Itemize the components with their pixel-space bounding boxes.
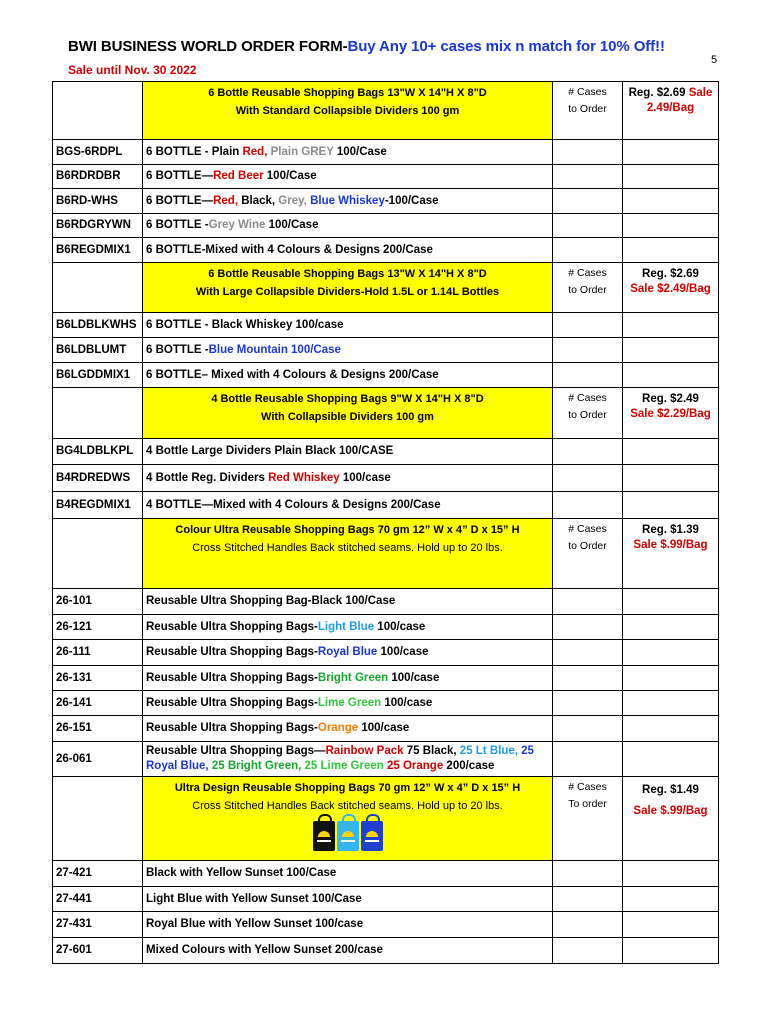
product-description: Reusable Ultra Shopping Bag-Black 100/Case bbox=[143, 588, 553, 614]
quantity-input-cell[interactable] bbox=[553, 164, 623, 189]
row-price-cell bbox=[623, 665, 719, 690]
quantity-input-cell[interactable] bbox=[553, 937, 623, 963]
product-code: B6RD-WHS bbox=[53, 189, 143, 214]
quantity-input-cell[interactable] bbox=[553, 140, 623, 165]
quantity-input-cell[interactable] bbox=[553, 860, 623, 886]
product-row bbox=[53, 312, 719, 337]
section-header-row bbox=[53, 387, 719, 438]
bag-images bbox=[143, 821, 552, 851]
sale-price: 2.49/Bag bbox=[646, 102, 695, 114]
cases-label-2: to Order bbox=[568, 283, 607, 296]
row-price-cell bbox=[623, 886, 719, 911]
order-table bbox=[52, 81, 719, 964]
row-price-cell bbox=[623, 438, 719, 464]
product-code: 26-141 bbox=[53, 690, 143, 715]
quantity-input-cell[interactable] bbox=[553, 491, 623, 518]
cases-label-2: to Order bbox=[568, 408, 607, 421]
section-header-row bbox=[53, 518, 719, 588]
section-heading-line2: Cross Stitched Handles Back stitched seams. Hold up to 20 lbs. bbox=[192, 541, 503, 554]
shopping-bag-image bbox=[337, 821, 359, 851]
section-header-row bbox=[53, 262, 719, 312]
cases-label-2: To order bbox=[568, 797, 607, 810]
product-code: B6REGDMIX1 bbox=[53, 238, 143, 263]
form-title bbox=[68, 38, 665, 55]
product-description: Black with Yellow Sunset 100/Case bbox=[143, 860, 553, 886]
row-price-cell bbox=[623, 337, 719, 362]
quantity-input-cell[interactable] bbox=[553, 715, 623, 741]
product-row bbox=[53, 238, 719, 263]
product-row bbox=[53, 337, 719, 362]
product-description: 6 BOTTLE– Mixed with 4 Colours & Designs 200/Case bbox=[143, 362, 553, 387]
product-code: B6RDGRYWN bbox=[53, 213, 143, 238]
section-heading bbox=[143, 518, 553, 588]
product-code: B4REGDMIX1 bbox=[53, 491, 143, 518]
regular-price: Reg. $2.69 bbox=[642, 267, 699, 280]
cases-label: # Cases bbox=[568, 522, 607, 535]
quantity-input-cell[interactable] bbox=[553, 665, 623, 690]
product-description: 4 Bottle Large Dividers Plain Black 100/CASE bbox=[143, 438, 553, 464]
section-heading bbox=[143, 387, 553, 438]
product-row bbox=[53, 140, 719, 165]
page-number: 5 bbox=[711, 54, 718, 66]
row-price-cell bbox=[623, 238, 719, 263]
product-row bbox=[53, 665, 719, 690]
title-offer: Buy Any 10+ cases mix n match for 10% Off!! bbox=[347, 38, 665, 55]
quantity-input-cell[interactable] bbox=[553, 741, 623, 776]
quantity-input-cell[interactable] bbox=[553, 337, 623, 362]
product-code: 26-131 bbox=[53, 665, 143, 690]
product-description: 6 BOTTLE-Mixed with 4 Colours & Designs 200/Case bbox=[143, 238, 553, 263]
price-cell bbox=[623, 262, 719, 312]
quantity-input-cell[interactable] bbox=[553, 213, 623, 238]
quantity-input-cell[interactable] bbox=[553, 189, 623, 214]
cases-label: # Cases bbox=[568, 86, 607, 98]
row-price-cell bbox=[623, 639, 719, 665]
product-row bbox=[53, 937, 719, 963]
product-code: BG4LDBLKPL bbox=[53, 438, 143, 464]
product-description: Reusable Ultra Shopping Bags-Bright Green 100/case bbox=[143, 665, 553, 690]
product-row bbox=[53, 741, 719, 776]
product-description: 4 Bottle Reg. Dividers Red Whiskey 100/case bbox=[143, 464, 553, 491]
product-code: 27-431 bbox=[53, 911, 143, 937]
cases-label: # Cases bbox=[568, 780, 607, 793]
cases-label-2: to Order bbox=[568, 103, 607, 115]
product-description: 6 BOTTLE -Grey Wine 100/Case bbox=[143, 213, 553, 238]
row-price-cell bbox=[623, 614, 719, 639]
cases-to-order-cell[interactable] bbox=[553, 387, 623, 438]
title-main: BWI BUSINESS WORLD ORDER FORM- bbox=[68, 38, 348, 55]
row-price-cell bbox=[623, 164, 719, 189]
sale-note: Sale until Nov. 30 2022 bbox=[68, 63, 197, 77]
row-price-cell bbox=[623, 715, 719, 741]
section-heading-line2: With Standard Collapsible Dividers 100 gm bbox=[235, 105, 460, 117]
cases-label-2: to Order bbox=[568, 539, 607, 552]
product-description: 6 BOTTLE—Red, Black, Grey, Blue Whiskey-100/Case bbox=[143, 189, 553, 214]
product-row bbox=[53, 189, 719, 214]
row-price-cell bbox=[623, 937, 719, 963]
quantity-input-cell[interactable] bbox=[553, 312, 623, 337]
product-code: B6LDBLKWHS bbox=[53, 312, 143, 337]
product-description: Reusable Ultra Shopping Bags-Light Blue 100/case bbox=[143, 614, 553, 639]
section-heading-line1: 6 Bottle Reusable Shopping Bags 13"W X 14"H X 8"D bbox=[208, 87, 487, 99]
product-code: 26-061 bbox=[53, 741, 143, 776]
product-code: 27-421 bbox=[53, 860, 143, 886]
header-code-cell bbox=[53, 262, 143, 312]
product-code: B6LGDDMIX1 bbox=[53, 362, 143, 387]
product-row bbox=[53, 886, 719, 911]
product-row bbox=[53, 715, 719, 741]
quantity-input-cell[interactable] bbox=[553, 464, 623, 491]
product-row bbox=[53, 438, 719, 464]
regular-price: Reg. $1.49 bbox=[642, 783, 699, 796]
row-price-cell bbox=[623, 213, 719, 238]
product-row bbox=[53, 690, 719, 715]
section-header-row bbox=[53, 776, 719, 860]
quantity-input-cell[interactable] bbox=[553, 690, 623, 715]
row-price-cell bbox=[623, 189, 719, 214]
section-heading bbox=[143, 262, 553, 312]
sale-price: Sale $2.49/Bag bbox=[630, 282, 711, 295]
section-heading-line1: 4 Bottle Reusable Shopping Bags 9"W X 14"H X 8"D bbox=[211, 392, 484, 405]
product-description: 6 BOTTLE -Blue Mountain 100/Case bbox=[143, 337, 553, 362]
product-description: Reusable Ultra Shopping Bags-Royal Blue 100/case bbox=[143, 639, 553, 665]
price-cell bbox=[623, 387, 719, 438]
product-code: BGS-6RDPL bbox=[53, 140, 143, 165]
header-code-cell bbox=[53, 518, 143, 588]
header-code-cell bbox=[53, 82, 143, 140]
row-price-cell bbox=[623, 464, 719, 491]
product-description: 6 BOTTLE—Red Beer 100/Case bbox=[143, 164, 553, 189]
product-code: 27-601 bbox=[53, 937, 143, 963]
sale-label: Sale bbox=[688, 87, 713, 99]
product-row bbox=[53, 362, 719, 387]
quantity-input-cell[interactable] bbox=[553, 886, 623, 911]
product-row bbox=[53, 588, 719, 614]
section-heading-line1: Colour Ultra Reusable Shopping Bags 70 gm 12” W x 4” D x 15” H bbox=[175, 523, 520, 536]
product-code: 26-111 bbox=[53, 639, 143, 665]
quantity-input-cell[interactable] bbox=[553, 362, 623, 387]
row-price-cell bbox=[623, 312, 719, 337]
section-heading-line1: 6 Bottle Reusable Shopping Bags 13"W X 14"H X 8"D bbox=[208, 267, 487, 280]
product-row bbox=[53, 860, 719, 886]
section-heading-line1: Ultra Design Reusable Shopping Bags 70 gm 12” W x 4” D x 15” H bbox=[174, 781, 521, 794]
cases-to-order-cell[interactable] bbox=[553, 776, 623, 860]
product-row bbox=[53, 491, 719, 518]
price-cell bbox=[623, 518, 719, 588]
product-description: 4 BOTTLE—Mixed with 4 Colours & Designs 200/Case bbox=[143, 491, 553, 518]
product-description: 6 BOTTLE - Black Whiskey 100/case bbox=[143, 312, 553, 337]
row-price-cell bbox=[623, 741, 719, 776]
product-row bbox=[53, 213, 719, 238]
sale-price: Sale $.99/Bag bbox=[633, 538, 708, 551]
price-cell bbox=[623, 776, 719, 860]
shopping-bag-image bbox=[361, 821, 383, 851]
product-code: 26-121 bbox=[53, 614, 143, 639]
cases-to-order-cell[interactable] bbox=[553, 518, 623, 588]
cases-to-order-cell[interactable] bbox=[553, 82, 623, 140]
product-row bbox=[53, 639, 719, 665]
product-row bbox=[53, 464, 719, 491]
product-code: 27-441 bbox=[53, 886, 143, 911]
quantity-input-cell[interactable] bbox=[553, 614, 623, 639]
section-header-row bbox=[53, 82, 719, 140]
price-cell bbox=[623, 82, 719, 140]
header-code-cell bbox=[53, 776, 143, 860]
product-description: 6 BOTTLE - Plain Red, Plain GREY 100/Case bbox=[143, 140, 553, 165]
row-price-cell bbox=[623, 860, 719, 886]
quantity-input-cell[interactable] bbox=[553, 639, 623, 665]
regular-price: Reg. $2.49 bbox=[642, 392, 699, 405]
shopping-bag-image bbox=[313, 821, 335, 851]
product-row bbox=[53, 911, 719, 937]
row-price-cell bbox=[623, 911, 719, 937]
row-price-cell bbox=[623, 588, 719, 614]
section-heading-line2: Cross Stitched Handles Back stitched seams. Hold up to 20 lbs. bbox=[192, 799, 503, 812]
product-code: 26-101 bbox=[53, 588, 143, 614]
product-code: B6RDRDBR bbox=[53, 164, 143, 189]
sale-price: Sale $.99/Bag bbox=[633, 804, 708, 817]
section-heading-line2: With Large Collapsible Dividers-Hold 1.5L or 1.14L Bottles bbox=[195, 285, 500, 298]
quantity-input-cell[interactable] bbox=[553, 238, 623, 263]
cases-label: # Cases bbox=[568, 266, 607, 279]
quantity-input-cell[interactable] bbox=[553, 588, 623, 614]
product-code: 26-151 bbox=[53, 715, 143, 741]
header-code-cell bbox=[53, 387, 143, 438]
product-description: Reusable Ultra Shopping Bags-Orange 100/case bbox=[143, 715, 553, 741]
product-description: Reusable Ultra Shopping Bags-Lime Green 100/case bbox=[143, 690, 553, 715]
cases-to-order-cell[interactable] bbox=[553, 262, 623, 312]
row-price-cell bbox=[623, 140, 719, 165]
product-row bbox=[53, 614, 719, 639]
product-description: Royal Blue with Yellow Sunset 100/case bbox=[143, 911, 553, 937]
row-price-cell bbox=[623, 690, 719, 715]
sale-price: Sale $2.29/Bag bbox=[630, 407, 711, 420]
product-description: Mixed Colours with Yellow Sunset 200/case bbox=[143, 937, 553, 963]
regular-price: Reg. $2.69 Sale bbox=[628, 87, 713, 99]
row-price-cell bbox=[623, 362, 719, 387]
quantity-input-cell[interactable] bbox=[553, 911, 623, 937]
product-code: B6LDBLUMT bbox=[53, 337, 143, 362]
row-price-cell bbox=[623, 491, 719, 518]
section-heading bbox=[143, 82, 553, 140]
product-description: Reusable Ultra Shopping Bags—Rainbow Pack 75 Black, 25 Lt Blue, 25 Royal Blue, 25 Bright Green, 25 Lime Green 25 Orange 200/case bbox=[143, 741, 553, 776]
product-description: Light Blue with Yellow Sunset 100/Case bbox=[143, 886, 553, 911]
regular-price: Reg. $1.39 bbox=[642, 523, 699, 536]
section-heading-line2: With Collapsible Dividers 100 gm bbox=[261, 410, 434, 423]
quantity-input-cell[interactable] bbox=[553, 438, 623, 464]
cases-label: # Cases bbox=[568, 391, 607, 404]
product-code: B4RDREDWS bbox=[53, 464, 143, 491]
product-row bbox=[53, 164, 719, 189]
section-heading bbox=[143, 776, 553, 860]
